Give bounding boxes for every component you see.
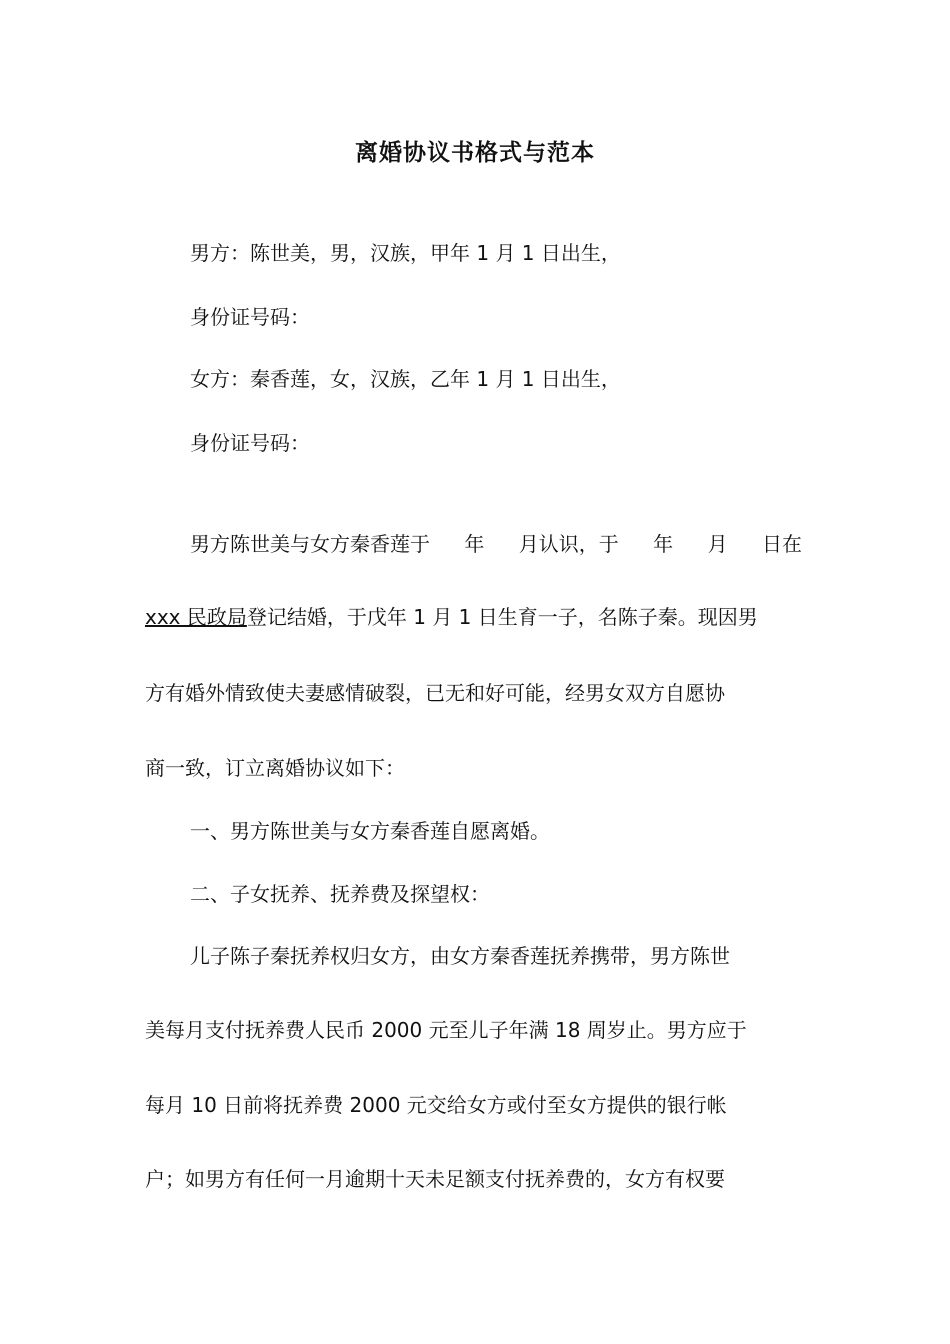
intro-fragment: 月认识，于 (518, 532, 619, 556)
clause-1: 一、男方陈世美与女方秦香莲自愿离婚。 (190, 819, 550, 843)
intro-line-2-text: 登记结婚，于戊年 1 月 1 日生育一子，名陈子秦。现因男 (246, 605, 758, 629)
intro-fragment: 年 (464, 532, 485, 556)
registry-office-name: xxx 民政局 (145, 605, 247, 629)
clause-2-heading: 二、子女抚养、抚养费及探望权： (190, 882, 490, 906)
clause-2-line-3: 每月 10 日前将抚养费 2000 元交给女方或付至女方提供的银行帐 (145, 1093, 727, 1117)
clause-2-line-1: 儿子陈子秦抚养权归女方，由女方秦香莲抚养携带，男方陈世 (190, 944, 730, 968)
clause-2-line-4: 户；如男方有任何一月逾期十天未足额支付抚养费的，女方有权要 (145, 1167, 725, 1191)
intro-line-1 (190, 529, 802, 559)
intro-fragment: 男方陈世美与女方秦香莲于 (190, 532, 430, 556)
intro-fragment: 月 (707, 532, 728, 556)
male-party-line: 男方：陈世美，男，汉族，甲年 1 月 1 日出生， (190, 241, 621, 265)
document-title: 离婚协议书格式与范本 (355, 140, 595, 166)
clause-2-line-2: 美每月支付抚养费人民币 2000 元至儿子年满 18 周岁止。男方应于 (145, 1018, 747, 1042)
male-id-line: 身份证号码： (190, 305, 310, 329)
female-id-line: 身份证号码： (190, 431, 310, 455)
intro-fragment: 年 (653, 532, 674, 556)
intro-fragment: 日在 (761, 532, 802, 556)
intro-line-2 (145, 602, 758, 632)
intro-line-3: 方有婚外情致使夫妻感情破裂，已无和好可能，经男女双方自愿协 (145, 681, 725, 705)
female-party-line: 女方：秦香莲，女，汉族，乙年 1 月 1 日出生， (190, 367, 621, 391)
intro-line-4: 商一致，订立离婚协议如下： (145, 756, 405, 780)
